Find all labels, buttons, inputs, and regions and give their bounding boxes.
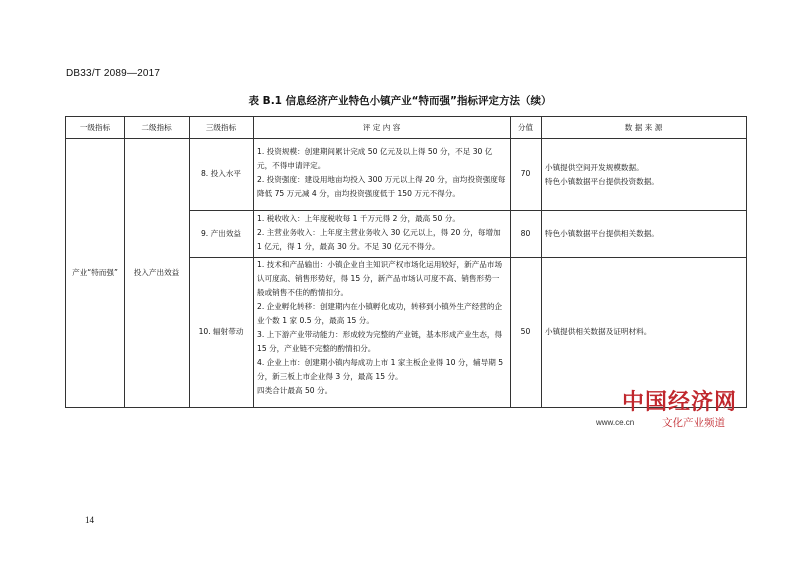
level3-cell: 9. 产出效益 — [200, 228, 242, 238]
watermark-title: 中国经济网 — [622, 389, 738, 415]
level1-cell: 产业“特而强” — [72, 267, 118, 277]
content-cell — [253, 212, 510, 254]
score-cell: 50 — [520, 327, 531, 336]
content-cell — [253, 258, 510, 398]
score-cell: 70 — [520, 169, 531, 178]
source-cell: 小镇提供相关数据及证明材料。 — [545, 327, 652, 336]
level2-cell: 投入产出效益 — [133, 267, 180, 277]
level3-cell: 10. 辐射带动 — [198, 327, 244, 336]
table-title: 表 B.1 信息经济产业特色小镇产业“特而强”指标评定方法（续） — [248, 95, 552, 107]
content-cell — [253, 145, 510, 201]
content-line: 1. 投资规模：创建期间累计完成 50 亿元及以上得 50 分，不足 30 亿元，不得申请评定。 — [257, 147, 493, 170]
watermark-logo — [590, 385, 750, 437]
score-cell: 80 — [520, 228, 531, 238]
col-header-level3: 三级指标 — [205, 122, 237, 132]
content-line: 1. 技术和产品输出：小镇企业自主知识产权市场化运用较好，新产品市场认可度高、销售形势好，得 15 分，新产品市场认可度不高、销售形势一般或销售不佳的酌情扣分。 — [257, 260, 503, 297]
page-number: 14 — [85, 515, 94, 525]
content-line: 2. 投资强度：建设用地亩均投入 300 万元以上得 20 分，亩均投资强度每降低 75 万元减 4 分，亩均投资强度低于 150 万元不得分。 — [257, 175, 506, 198]
content-line: 1. 税收收入：上年度税收每 1 千万元得 2 分，最高 50 分。 — [257, 214, 460, 223]
source-line: 小镇提供空间开发规模数据。 — [545, 163, 644, 172]
source-cell — [541, 161, 746, 189]
content-line: 2. 企业孵化转移：创建期内在小镇孵化成功，转移到小镇外生产经营的企业个数 1 家 0.5 分，最高 15 分。 — [257, 302, 503, 325]
indicator-table — [65, 116, 747, 408]
source-cell: 特色小镇数据平台提供相关数据。 — [545, 228, 659, 238]
level3-cell: 8. 投入水平 — [200, 169, 242, 178]
col-header-score: 分值 — [517, 122, 534, 132]
watermark-subtitle: 文化产业频道 — [662, 417, 725, 429]
col-header-level2: 二级指标 — [141, 122, 172, 132]
col-header-level1: 一级指标 — [79, 122, 111, 132]
content-line: 3. 上下游产业带动能力：形成较为完整的产业链，基本形成产业生态，得 15 分，产业链不完整的酌情扣分。 — [257, 330, 503, 353]
col-header-source: 数 据 来 源 — [624, 122, 663, 132]
content-line: 2. 主营业务收入：上年度主营业务收入 30 亿元以上，得 20 分，每增加 1 亿元，得 1 分，最高 30 分。不足 30 亿元不得分。 — [257, 228, 501, 251]
source-line: 特色小镇数据平台提供投资数据。 — [545, 177, 659, 186]
standard-code: DB33/T 2089—2017 — [66, 68, 161, 79]
content-line: 四类合计最高 50 分。 — [257, 386, 333, 395]
col-header-content: 评 定 内 容 — [362, 122, 401, 132]
watermark-url: www.ce.cn — [596, 418, 635, 427]
content-line: 4. 企业上市：创建期小镇内每成功上市 1 家主板企业得 10 分，辅导期 5 分，新三板上市企业得 3 分，最高 15 分。 — [257, 358, 504, 381]
